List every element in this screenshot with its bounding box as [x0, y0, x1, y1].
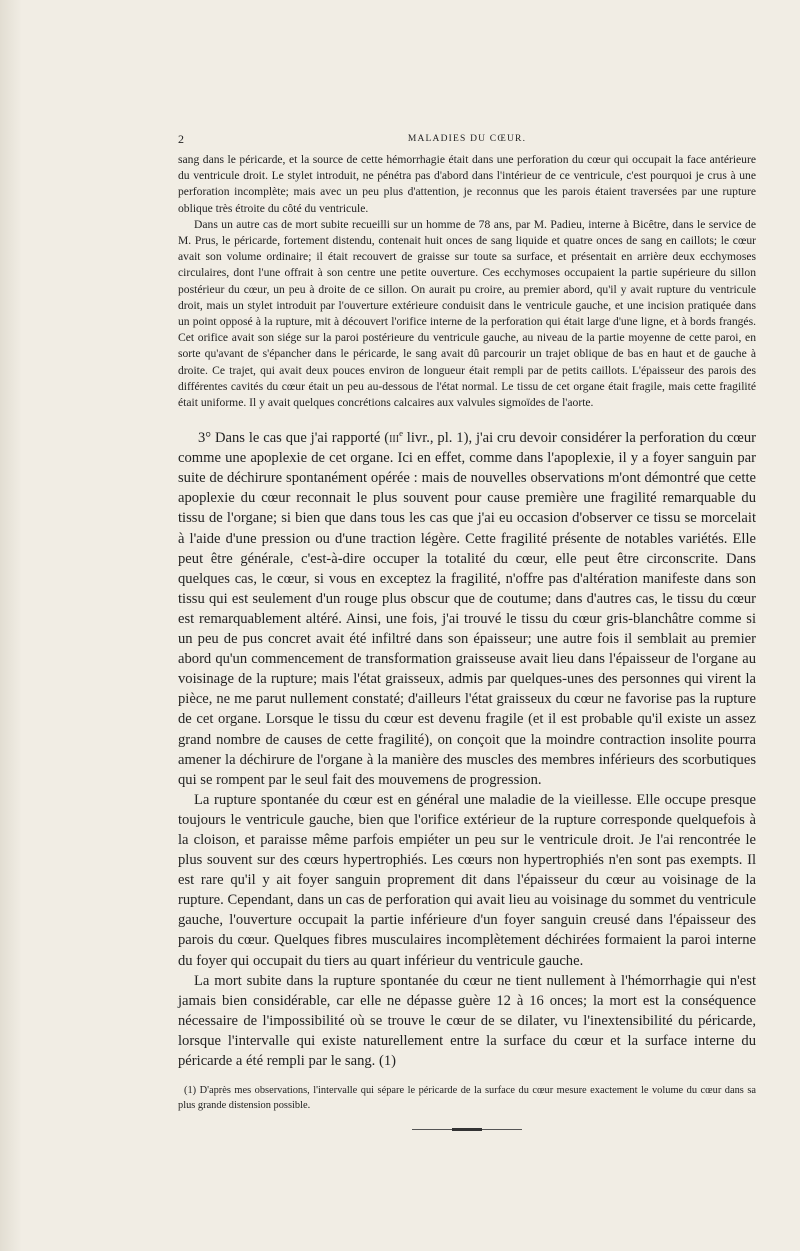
main-paragraph-2: La rupture spontanée du cœur est en général une maladie de la vieillesse. Elle occupe presque toujours le ventricule gauche, bien que l'orifice extérieur de la rupture corresponde quelquefois à la cloison, et paraisse même parfois empiéter un peu sur le ventricule droit. Je l'ai rencontrée le plus souvent sur des cœurs hypertrophiés. Les cœurs non hypertrophiés n'en sont pas exempts. Il est rare qu'il y ait foyer sanguin proprement dit dans l'épaisseur du cœur au voisinage de la rupture. Cependant, dans un cas de perforation qui avait lieu au voisinage du sommet du ventricule gauche, l'ouverture occupait la partie inférieure d'un foyer sanguin creusé dans l'épaisseur des parois du cœur. Quelques fibres musculaires incomplètement déchirées formaient la paroi interne du foyer qui occupait du tiers au quart inférieur du ventricule gauche. — [178, 791, 756, 969]
main-text-section — [178, 423, 756, 1071]
main-paragraph-1 — [178, 423, 756, 790]
running-title: MALADIES DU CŒUR. — [407, 134, 527, 144]
p1-sup: e — [399, 428, 403, 439]
small-type-section — [178, 152, 756, 411]
main-paragraph-3: La mort subite dans la rupture spontanée du cœur ne tient nullement à l'hémorrhagie qui n'est jamais bien considérable, car elle ne dépasse guère 12 à 16 onces; la mort est la conséquence nécessaire de l'impossibilité où se trouve le cœur de se dilater, vu l'inextensibilité du péricarde, lorsque l'intervalle qui existe naturellement entre la surface du cœur et la surface interne du péricarde a été rempli par le sang. (1) — [178, 972, 756, 1070]
page-number: 2 — [178, 132, 184, 146]
small-paragraph-1: sang dans le péricarde, et la source de cette hémorrhagie était dans une perforation du cœur qui occupait la face antérieure du ventricule droit. Le stylet introduit, ne pénétra pas d'abord dans l'intérieur de ce ventricule, c'est pourquoi je crus à une perforation incomplète; mais avec un peu plus d'attention, je reconnus que les parois étaient traversées par une rupture oblique très étroite du côté du ventricule. — [178, 153, 756, 215]
end-ornament — [412, 1127, 522, 1133]
p1-start: 3° Dans le cas que j'ai rapporté ( — [198, 430, 390, 447]
running-head — [178, 132, 756, 150]
p1-rest: livr., pl. 1), j'ai cru devoir considérer la perforation du cœur comme une apoplexie de cet organe. Ici en effet, comme dans l'apoplexie, il y a foyer sanguin par suite de déchirure spontanément opérée : mais de nouvelles observations m'ont démontré que cette apoplexie du cœur reconnait le plus souvent pour cause première une fragilité remarquable du tissu de l'organe; si bien que dans tous les cas que j'ai eu occasion d'observer ce tissu se morcelait à l'aide d'une pression ou d'une traction légère. Cette fragilité présente de notables variétés. Elle peut être générale, c'est-à-dire occuper la totalité du cœur, elle peut être circonscrite. Dans quelques cas, le cœur, si vous en exceptez la fragilité, n'offre pas d'altération manifeste dans son tissu qui est seulement d'un rouge plus obscur que de coutume; dans d'autres cas, le tissu du cœur est remarquablement altéré. Ainsi, une fois, j'ai trouvé le tissu du cœur gris-blanchâtre comme si un peu de pus concret avait été infiltré dans son épaisseur; une autre fois il semblait au premier abord qu'un commencement de transformation graisseuse avait lieu dans l'épaisseur de l'organe au voisinage de la rupture; mais l'état graisseux, admis par quelques-unes des personnes qui virent la pièce, ne me parut nullement constaté; d'ailleurs l'état graisseux du cœur ne favorise pas la rupture de cet organe. Lorsque le tissu du cœur est devenu fragile (et il est probable qu'il existe un assez grand nombre de causes de cette fragilité), on conçoit que la moindre contraction insolite pourra amener la déchirure de l'organe à la manière des muscles des membres inférieurs des scorbutiques qui se rompent par le seul fait des mouvemens de progression. — [178, 430, 756, 788]
p1-roman: iii — [389, 430, 400, 447]
page-edge — [0, 0, 22, 1251]
page-content — [178, 132, 756, 1133]
small-paragraph-2: Dans un autre cas de mort subite recueilli sur un homme de 78 ans, par M. Padieu, interne à Bicêtre, dans le service de M. Prus, le péricarde, fortement distendu, contenait huit onces de sang liquide et quatre onces de sang en caillots; le cœur avait son volume ordinaire; il était recouvert de graisse sur toute sa surface, et présentait en arrière deux ecchymoses circulaires, dont l'une offrait à son centre une petite ouverture. Ces ecchymoses occupaient la partie supérieure du sillon postérieur du cœur, un peu à droite de ce sillon. On aurait pu croire, au premier abord, qu'il y avait rupture du ventricule droit, mais un stylet introduit par l'ouverture extérieure conduisit dans le ventricule gauche, et une incision pratiquée dans un point opposé à la rupture, mit à découvert l'orifice interne de la perforation qui était large d'une ligne, et à bords frangés. Cet orifice avait son siége sur la paroi postérieure du ventricule gauche, au niveau de la partie moyenne de cette paroi, en sorte qu'avant de s'épancher dans le péricarde, le sang avait dû parcourir un trajet oblique de bas en haut et de gauche à droite. Ce trajet, qui avait deux pouces environ de longueur était rempli par de petits caillots. L'épaisseur des parois des différentes cavités du cœur était un peu au-dessous de l'état normal. Le tissu de cet organe était fragile, mais cette fragilité était uniforme. Il y avait quelques concrétions calcaires aux valvules sigmoïdes de l'aorte. — [178, 217, 756, 410]
footnote: (1) D'après mes observations, l'intervalle qui sépare le péricarde de la surface du cœur mesure exactement le volume du cœur dans sa plus grande distension possible. — [178, 1085, 756, 1112]
